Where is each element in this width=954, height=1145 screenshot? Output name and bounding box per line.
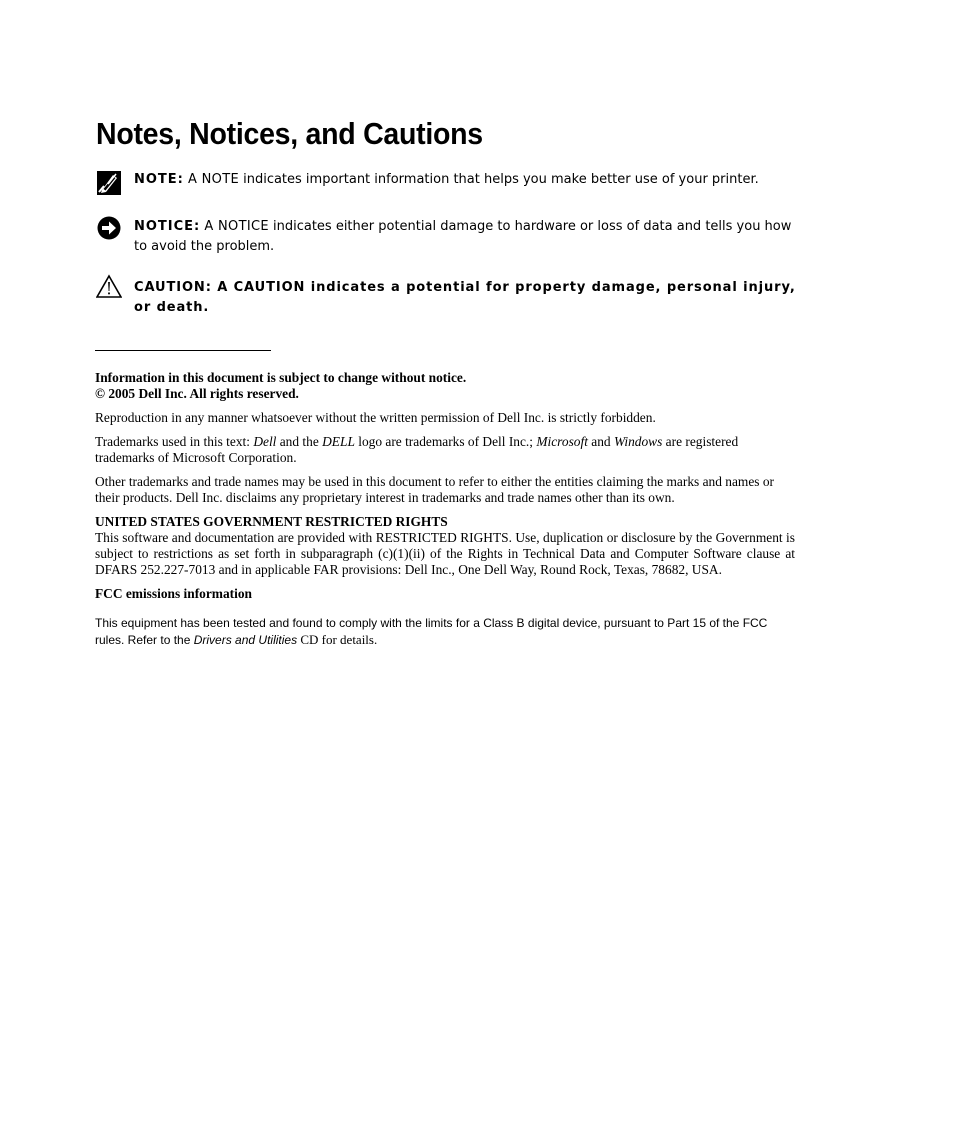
tm-text-1: Trademarks used in this text:: [95, 434, 254, 449]
government-rights-text: This software and documentation are provided with RESTRICTED RIGHTS. Use, duplication or disclosure by the Government is subject to restrictions as set forth in subparagraph (c)(1)(ii) of the Rights in Technical Data and Computer Software clause at DFARS 252.227-7013 and in applicable FAR provisions: Dell Inc., One Dell Way, Round Rock, Texas, 78682, USA.: [95, 530, 795, 577]
copyright-line: © 2005 Dell Inc. All rights reserved.: [95, 386, 299, 401]
fcc-paragraph: [95, 616, 795, 648]
tm-text-3: logo are trademarks of Dell Inc.;: [354, 434, 537, 449]
pencil-note-icon: [96, 170, 122, 196]
legal-section: [95, 370, 795, 656]
fcc-heading-text: FCC emissions information: [95, 586, 252, 601]
warning-triangle-icon: [96, 274, 122, 300]
tm-text-4: and: [587, 434, 614, 449]
fcc-drivers-utilities: Drivers and Utilities: [193, 632, 298, 647]
reproduction-paragraph: Reproduction in any manner whatsoever without the written permission of Dell Inc. is strictly forbidden.: [95, 410, 656, 425]
arrow-circle-icon: [96, 215, 122, 241]
notice-word: A NOTICE: [204, 219, 269, 234]
fcc-heading: [95, 586, 795, 602]
tm-dell-logo: DELL: [322, 434, 355, 449]
government-rights-heading: UNITED STATES GOVERNMENT RESTRICTED RIGHTS: [95, 514, 448, 529]
tm-text-5: are registered trademarks of Microsoft Corporation.: [95, 434, 739, 465]
notice-callout: [96, 217, 796, 257]
tm-dell: Dell: [253, 434, 277, 449]
government-rights: [95, 514, 795, 578]
note-text: indicates important information that helps you make better use of your printer.: [238, 172, 759, 187]
tm-windows: Windows: [613, 434, 663, 449]
caution-text: CAUTION: A CAUTION indicates a potential for property damage, personal injury, or death.: [134, 280, 796, 315]
note-word: A NOTE: [188, 172, 239, 187]
note-label: NOTE:: [134, 172, 184, 187]
notice-label: NOTICE:: [134, 219, 201, 234]
note-body: [134, 170, 796, 190]
fcc-text-1: This equipment has been tested and found to comply with the limits for a Class B digital device, pursuant to Part 15 of the FCC rules. Refer to the: [95, 616, 768, 647]
page-title: Notes, Notices, and Cautions: [96, 116, 483, 151]
notice-text: indicates either potential damage to hardware or loss of data and tells you how to avoid the problem.: [134, 219, 792, 254]
other-trademarks-paragraph: Other trademarks and trade names may be used in this document to refer to either the entities claiming the marks and names or their products. Dell Inc. disclaims any proprietary interest in trademarks and trade names other than its own.: [95, 474, 774, 505]
trademarks-paragraph: [95, 434, 795, 466]
change-notice-line: Information in this document is subject to change without notice.: [95, 370, 467, 385]
tm-microsoft: Microsoft: [536, 434, 588, 449]
note-callout: [96, 170, 796, 190]
fcc-text-2: CD for details.: [297, 631, 378, 647]
notice-body: [134, 217, 796, 257]
tm-text-2: and the: [276, 434, 323, 449]
section-divider: [95, 350, 271, 351]
change-notice: [95, 370, 795, 402]
caution-callout: [96, 278, 796, 318]
